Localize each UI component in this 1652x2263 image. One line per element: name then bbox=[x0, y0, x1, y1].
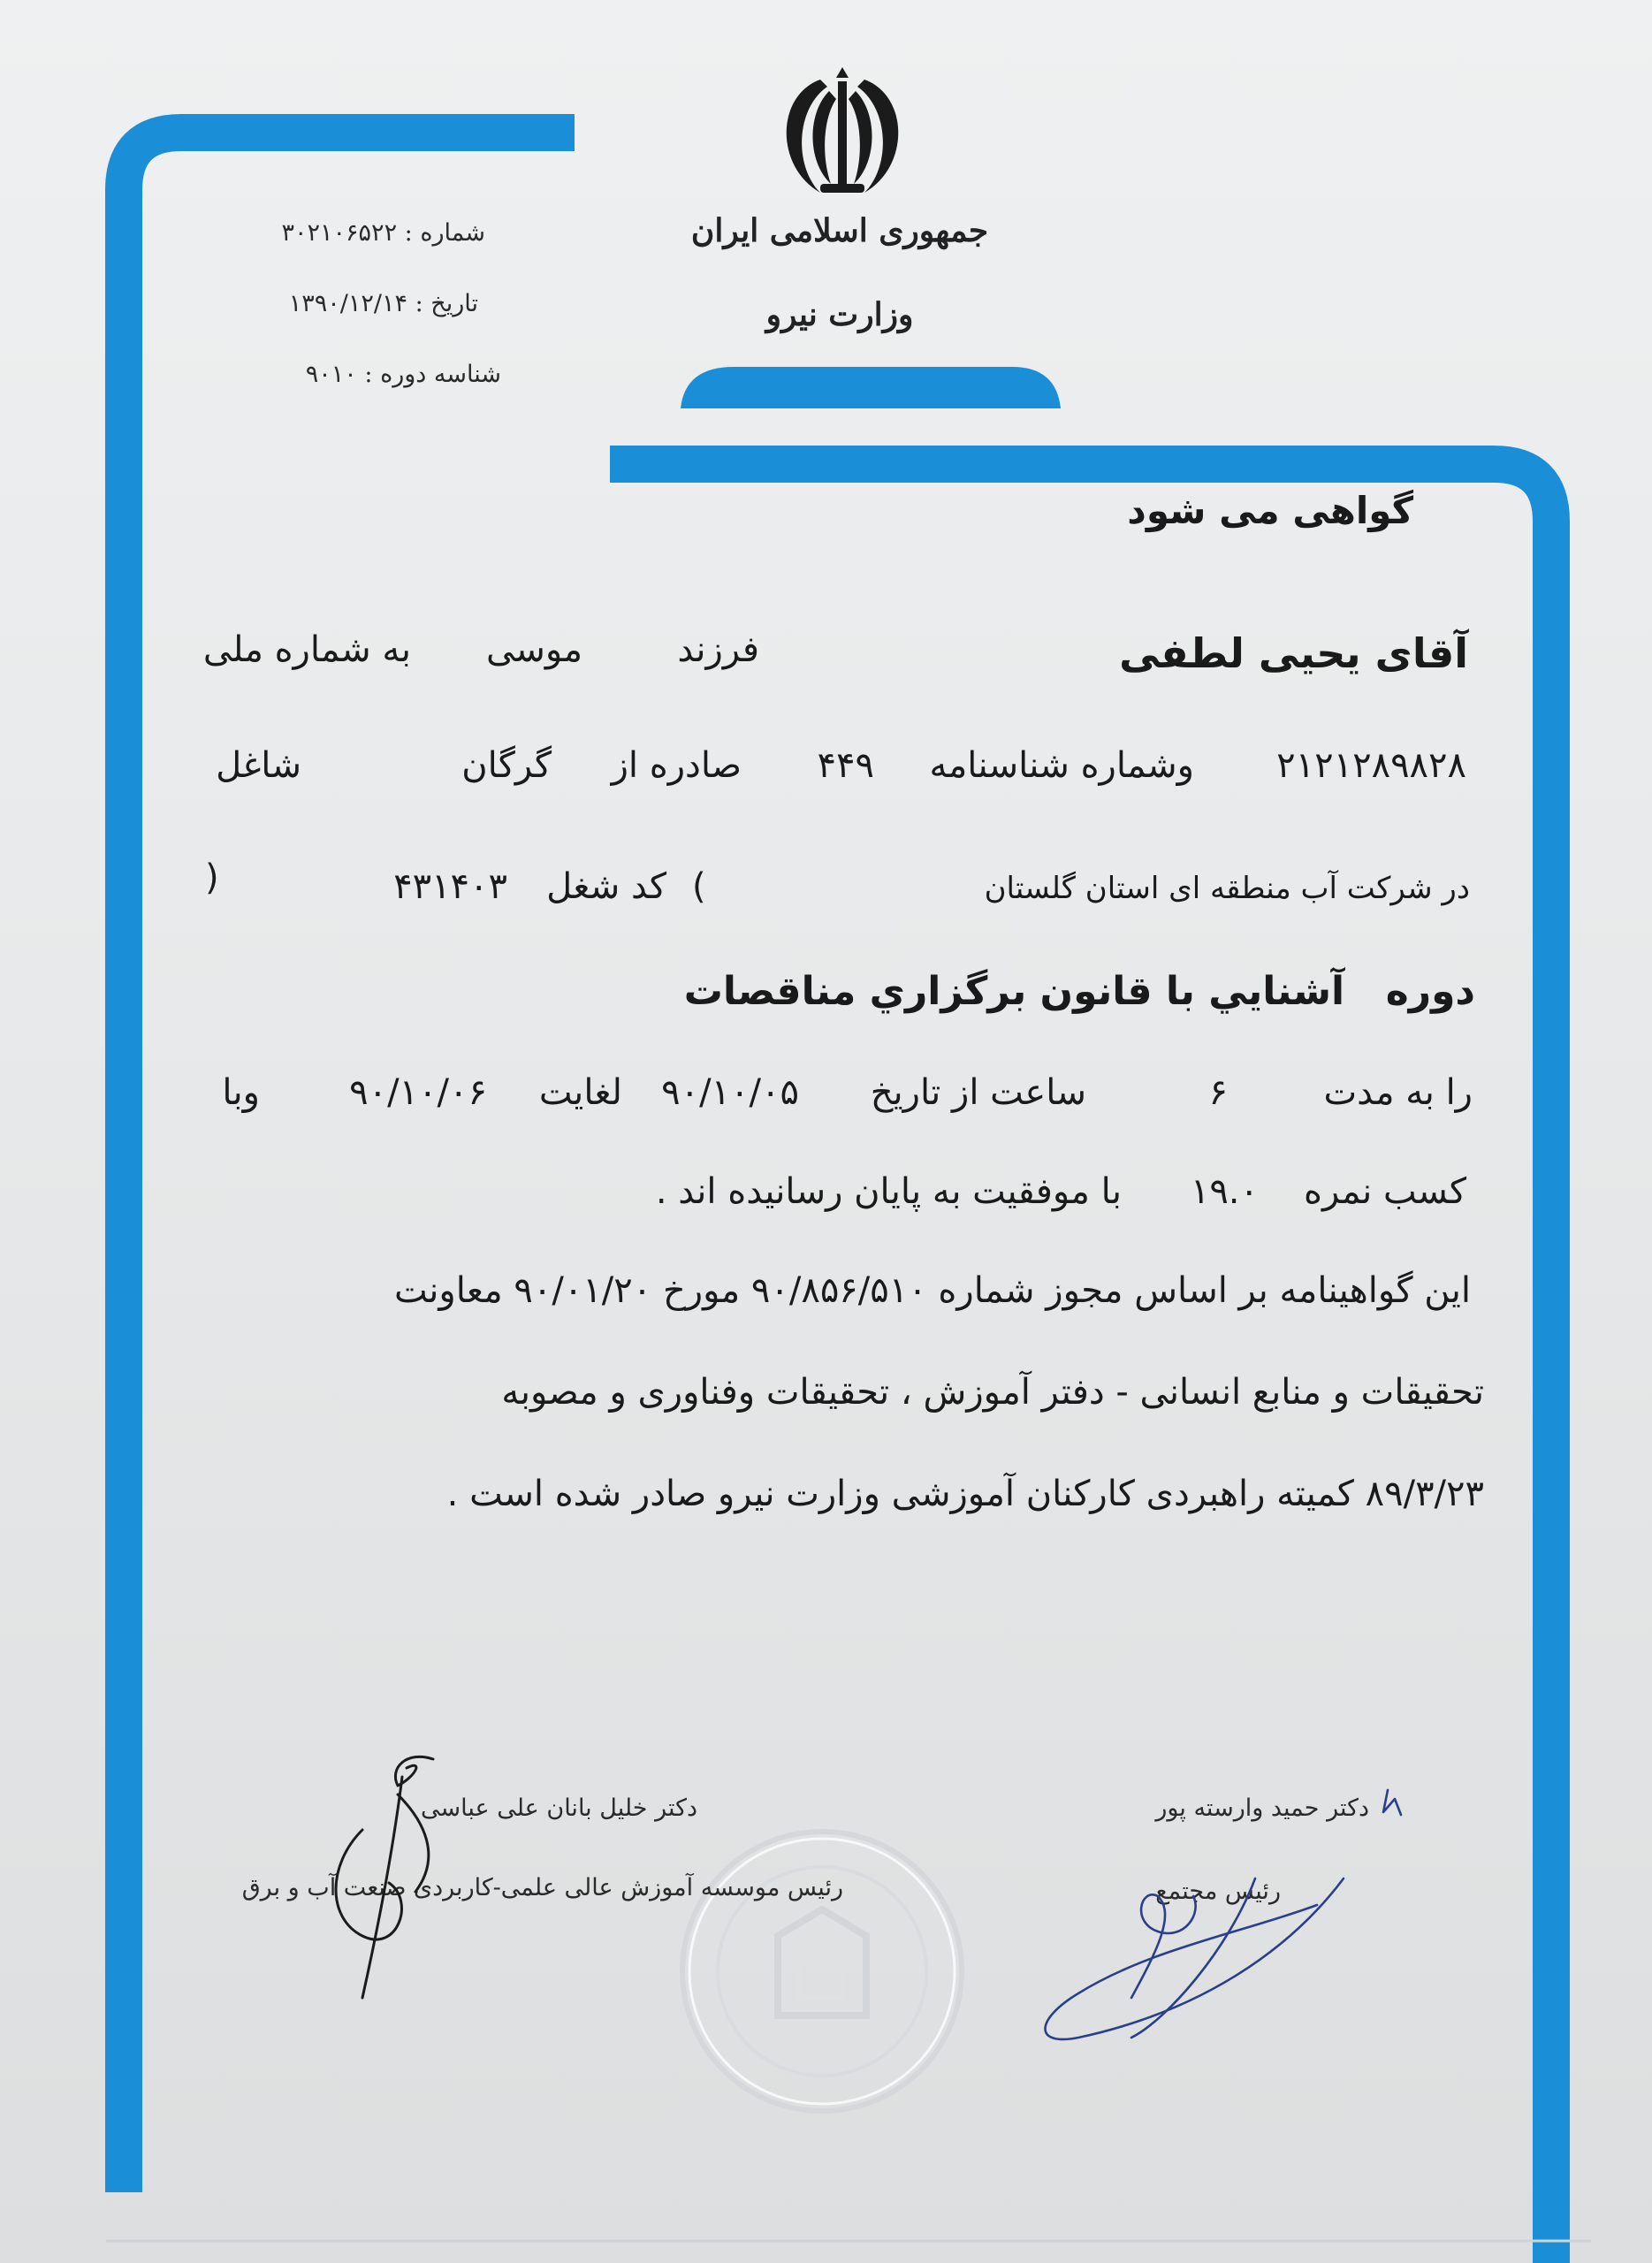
left-signer-title: رئیس موسسه آموزش عالی علمی-کاربردی صنعت آب و برق bbox=[241, 1874, 843, 1901]
issued-from-city: گرگان bbox=[461, 745, 552, 786]
right-handwritten-signature bbox=[1025, 1772, 1414, 2064]
and-with-label: وبا bbox=[222, 1072, 260, 1113]
job-code-value: ۴۳۱۴۰۳ bbox=[393, 866, 507, 907]
certify-heading: گواهی می شود bbox=[1127, 489, 1413, 532]
company-text: در شرکت آب منطقه ای استان گلستان bbox=[984, 871, 1470, 906]
date-label: تاریخ : bbox=[415, 290, 478, 317]
date-from: ۹۰/۱۰/۰۵ bbox=[661, 1072, 799, 1113]
left-handwritten-signature bbox=[309, 1741, 486, 2007]
result-text: با موفقیت به پایان رسانیده اند . bbox=[655, 1171, 1122, 1212]
embossed-seal-icon bbox=[672, 1821, 972, 2122]
job-code-label: کد شغل bbox=[546, 866, 666, 907]
course-label: دوره bbox=[1385, 969, 1475, 1014]
right-signer-title: رئیس مجتمع bbox=[1155, 1878, 1281, 1905]
hours-label: ساعت از تاریخ bbox=[870, 1072, 1086, 1113]
paragraph-line-1: این گواهینامه بر اساس مجوز شماره ۹۰/۸۵۶/۵۱۰ مورخ ۹۰/۰۱/۲۰ معاونت bbox=[394, 1270, 1471, 1311]
child-of-label: فرزند bbox=[677, 629, 759, 670]
date-row bbox=[289, 290, 478, 317]
father-name: موسی bbox=[486, 629, 582, 670]
iran-emblem-icon bbox=[767, 60, 917, 202]
course-title: آشنايي با قانون برگزاري مناقصات bbox=[683, 969, 1345, 1014]
date-value: ۱۳۹۰/۱۲/۱۴ bbox=[288, 290, 407, 317]
birth-cert-label: وشماره شناسنامه bbox=[929, 745, 1194, 786]
ministry-name: وزارت نیرو bbox=[765, 296, 914, 333]
date-to: ۹۰/۱۰/۰۶ bbox=[349, 1072, 487, 1113]
course-id-row bbox=[306, 361, 501, 388]
issued-from-label: صادره از bbox=[611, 745, 742, 786]
country-name: جمهوری اسلامی ایران bbox=[690, 212, 989, 249]
recipient-name: آقای یحیی لطفی bbox=[1119, 629, 1468, 677]
job-code-open: ( bbox=[692, 866, 706, 907]
number-label: شماره : bbox=[404, 219, 485, 247]
right-signer-name: دکتر حمید وارسته پور bbox=[1155, 1794, 1369, 1822]
birth-cert-value: ۴۴۹ bbox=[817, 745, 874, 786]
score-label: کسب نمره bbox=[1303, 1171, 1466, 1212]
left-signer-name: دکتر خلیل بانان علی عباسی bbox=[421, 1794, 697, 1822]
course-id-value: ۹۰۱۰ bbox=[305, 361, 357, 388]
national-id-label: به شماره ملی bbox=[202, 629, 411, 670]
national-id-value: ۲۱۲۱۲۸۹۸۲۸ bbox=[1276, 745, 1466, 786]
employed-label: شاغل bbox=[216, 745, 301, 786]
score-value: ۱۹.۰ bbox=[1190, 1171, 1259, 1212]
number-value: ۳۰۲۱۰۶۵۲۲ bbox=[281, 219, 398, 247]
hours-value: ۶ bbox=[1208, 1072, 1228, 1113]
to-label: لغایت bbox=[538, 1072, 622, 1113]
course-row bbox=[684, 969, 1475, 1014]
job-code-close: ) bbox=[205, 857, 219, 898]
number-row bbox=[282, 219, 485, 247]
duration-label: را به مدت bbox=[1323, 1072, 1473, 1113]
paragraph-line-2: تحقیقات و منابع انسانی - دفتر آموزش ، تحقیقات وفناوری و مصوبه bbox=[501, 1372, 1484, 1413]
course-id-label: شناسه دوره : bbox=[364, 361, 501, 388]
paragraph-line-3: ۸۹/۳/۲۳ کمیته راهبردی کارکنان آموزشی وزارت نیرو صادر شده است . bbox=[446, 1474, 1484, 1514]
